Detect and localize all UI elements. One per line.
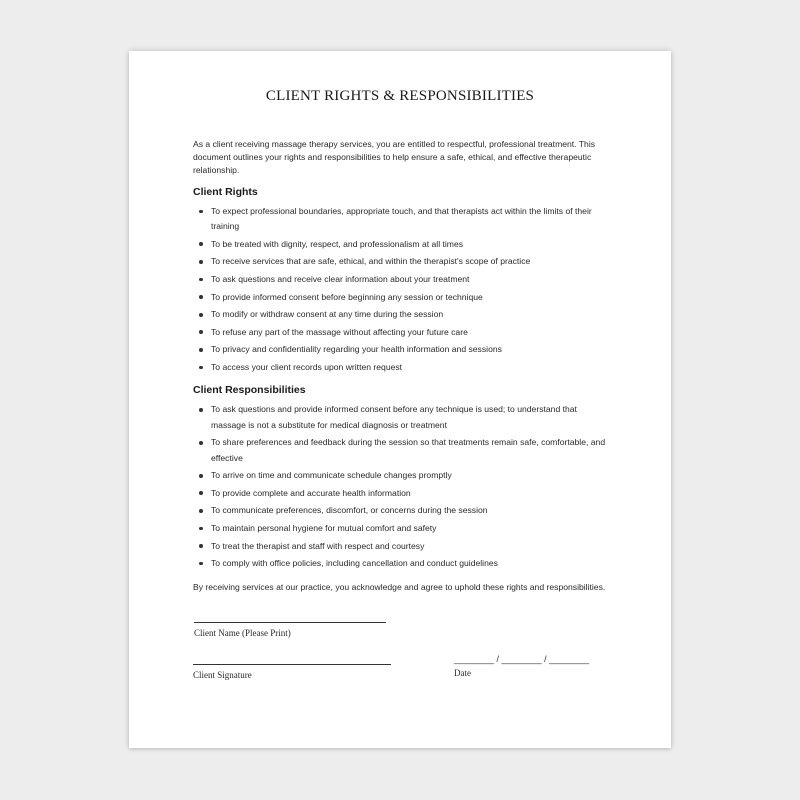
document-body [193,138,613,594]
client-signature-block [193,664,391,680]
list-item: To ask questions and receive clear information about your treatment [193,272,613,287]
list-item: To share preferences and feedback during the session so that treatments remain safe, comfortable, and effective [193,435,613,466]
responsibilities-list [193,402,613,571]
client-name-label: Client Name (Please Print) [194,628,291,638]
list-item: To receive services that are safe, ethical, and within the therapist's scope of practice [193,254,613,269]
client-signature-label: Client Signature [193,670,252,680]
list-item: To expect professional boundaries, appropriate touch, and that therapists act within the limits of their training [193,204,613,235]
document-title: CLIENT RIGHTS & RESPONSIBILITIES [265,88,535,104]
document-page [129,51,671,748]
list-item: To refuse any part of the massage without affecting your future care [193,325,613,340]
list-item: To provide complete and accurate health information [193,486,613,501]
list-item: To ask questions and provide informed consent before any technique is used; to understand that massage is not a substitute for medical diagnosis or treatment [193,402,613,433]
date-field[interactable]: ________ / ________ / ________ [454,654,590,664]
list-item: To communicate preferences, discomfort, or concerns during the session [193,503,613,518]
list-item: To comply with office policies, including cancellation and conduct guidelines [193,556,613,571]
closing-paragraph: By receiving services at our practice, you acknowledge and agree to uphold these rights and responsibilities. [193,582,606,593]
list-item: To treat the therapist and staff with respect and courtesy [193,539,613,554]
list-item: To maintain personal hygiene for mutual comfort and safety [193,521,613,536]
list-item: To arrive on time and communicate schedule changes promptly [193,468,613,483]
date-label: Date [454,668,471,678]
list-item: To modify or withdraw consent at any time during the session [193,307,613,322]
list-item: To access your client records upon written request [193,360,613,375]
intro-paragraph: As a client receiving massage therapy services, you are entitled to respectful, professional treatment. This document outlines your rights and responsibilities to help ensure a safe, ethical, and effective therapeutic relationship. [193,139,596,175]
list-item: To be treated with dignity, respect, and professionalism at all times [193,237,613,252]
client-name-block [194,622,386,638]
client-name-line[interactable] [194,622,386,623]
rights-heading: Client Rights [193,186,258,198]
list-item: To provide informed consent before beginning any session or technique [193,290,613,305]
client-signature-line[interactable] [193,664,391,665]
responsibilities-heading: Client Responsibilities [193,384,306,397]
rights-list [193,204,613,375]
list-item: To privacy and confidentiality regarding your health information and sessions [193,342,613,357]
date-block [454,654,614,678]
